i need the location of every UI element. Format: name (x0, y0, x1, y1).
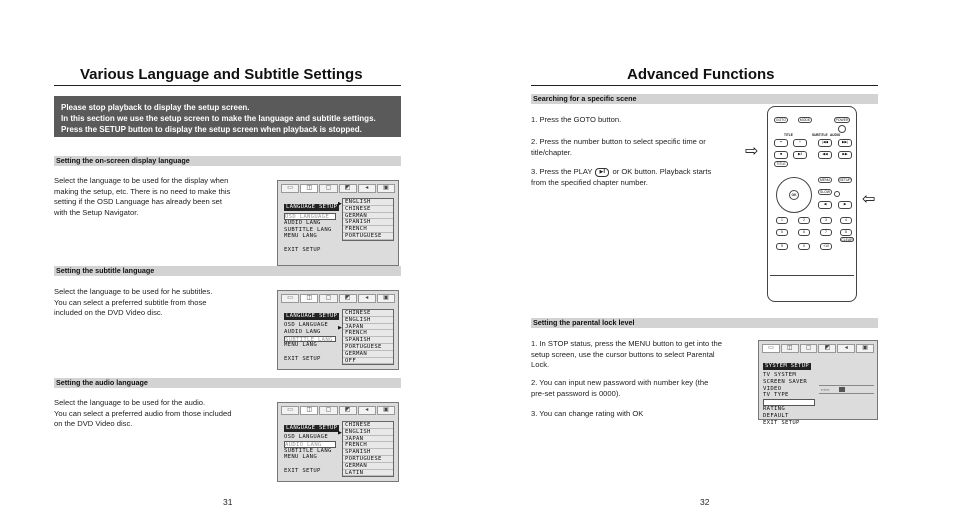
step-item (531, 339, 722, 371)
plus-button: + (793, 139, 807, 147)
menu-item: TV SYSTEM (763, 372, 797, 378)
vol-down-button: ◀ (818, 201, 832, 209)
tab-icon: ◩ (339, 184, 357, 193)
tab-icon: ◫ (300, 294, 318, 303)
next-button: ▶▶| (838, 139, 852, 147)
number-button: 6 (798, 229, 810, 236)
menu-item: MENU LANG (284, 342, 318, 349)
option-item: GERMAN (343, 463, 393, 470)
step-text: or OK button. Playback starts (612, 167, 712, 176)
menu-item-selected: OSD LANGUAGE (284, 213, 336, 220)
lock-icon (839, 387, 845, 392)
menu-heading: SYSTEM SETUP (765, 363, 810, 369)
menu-item: SUBTITLE LANG (284, 447, 332, 454)
osd-tab-bar (762, 344, 874, 353)
option-item: PORTUGUESE (343, 233, 393, 240)
body-line: making the setup, etc. There is no need to make this (54, 186, 231, 196)
osd-option-list (342, 309, 394, 365)
menu-item: EXIT SETUP (284, 467, 321, 474)
tab-icon: ▭ (281, 406, 299, 415)
body-line: You can select a preferred audio from those included (54, 408, 232, 418)
osd-tab-bar (281, 406, 395, 415)
menu-item: AUDIO LANG (284, 219, 321, 226)
stop-button: ■ (774, 151, 788, 159)
osd-tab-bar (281, 294, 395, 303)
menu-item (284, 349, 339, 356)
divider (770, 275, 854, 276)
pointer-arrow-icon: ▶ (338, 201, 342, 207)
tab-icon: ◫ (300, 406, 318, 415)
osd-subtitle-menu (277, 290, 399, 370)
rewind-button: ◀◀ (818, 151, 832, 159)
tab-icon: ▢ (319, 184, 337, 193)
menu-item: AUDIO LANG (284, 328, 321, 335)
remote-control (767, 106, 857, 302)
step-line: setup screen, use the cursor buttons to select Parental (531, 349, 715, 359)
title-button: TITLE (774, 161, 788, 167)
number-button: 5 (776, 229, 788, 236)
pointer-arrow-icon: ▶ (338, 430, 342, 436)
menu-item: OSD LANGUAGE (284, 322, 329, 328)
password-mask: ▪▪▪▪▪▪ (821, 387, 830, 392)
menu-item: SCREEN SAVER (763, 378, 808, 385)
menu-item: VIDEO (763, 385, 782, 392)
option-item: CHINESE (343, 310, 393, 317)
menu-item-selected (763, 399, 815, 406)
step-line: from the specified chapter number. (531, 177, 648, 187)
menu-heading: LANGUAGE SETUP (286, 204, 338, 210)
osd-system-menu (758, 340, 878, 426)
number-button: 4 (840, 217, 852, 224)
option-item: GERMAN (343, 351, 393, 358)
pointer-arrow-icon: ⇨ (745, 143, 759, 160)
tab-icon: ◂ (358, 406, 376, 415)
section-heading: Setting the subtitle language (54, 266, 401, 276)
tab-icon: ◂ (837, 344, 855, 353)
osd-option-list (342, 421, 394, 477)
slow-button: SLOW (820, 190, 830, 194)
option-item: PORTUGUESE (343, 344, 393, 351)
goto-button: GOTO (774, 117, 788, 123)
menu-item: EXIT SETUP (284, 246, 321, 253)
section-heading: Setting the on-screen display language (54, 156, 401, 166)
section-body (54, 287, 212, 319)
number-button: 7 (820, 229, 832, 236)
body-line: included on the DVD Video disc. (54, 308, 163, 317)
tab-icon: ◫ (781, 344, 799, 353)
option-item: SPANISH (343, 337, 393, 344)
notice-box (54, 96, 401, 137)
title-rule (531, 85, 878, 86)
tab-icon: ▣ (856, 344, 874, 353)
menu-item: EXIT SETUP (763, 419, 800, 426)
tab-icon: ◫ (300, 184, 318, 193)
body-line: on the DVD Video disc. (54, 419, 133, 428)
title-rule (54, 85, 401, 86)
option-item: CHINESE (343, 422, 393, 429)
tab-icon: ▭ (762, 344, 780, 353)
osd-language-menu (277, 180, 399, 266)
mode-button: MODE (799, 118, 811, 122)
ok-button: OK (789, 190, 799, 200)
menu-button: MENU (818, 177, 832, 183)
section-body (54, 398, 231, 430)
section-heading: Setting the audio language (54, 378, 401, 388)
menu-item: EXIT SETUP (284, 355, 321, 362)
power-button: POWER (835, 118, 849, 122)
option-item: FRENCH (343, 226, 393, 233)
power-icon (838, 125, 846, 133)
osd-option-list (342, 198, 394, 241)
option-item: OFF (343, 358, 393, 365)
minus-button: ━ (774, 139, 788, 147)
step-item (531, 137, 706, 158)
step-line: 1. In STOP status, press the MENU button to get into the (531, 339, 722, 348)
page-title: Various Language and Subtitle Settings (80, 66, 363, 83)
pointer-arrow-icon: ⇦ (862, 191, 876, 208)
body-line: Select the language to be used for the display when (54, 176, 229, 185)
tab-icon: ◂ (358, 294, 376, 303)
option-item: JAPAN (343, 324, 393, 331)
play-pause-button: ▶‖ (793, 151, 807, 159)
tab-icon: ◩ (339, 294, 357, 303)
notice-line: In this section we use the setup screen to make the language and subtitle settings. (61, 114, 376, 123)
menu-heading: LANGUAGE SETUP (286, 425, 338, 431)
step-line: 1. Press the GOTO button. (531, 115, 622, 124)
option-item: ENGLISH (343, 317, 393, 324)
tab-icon: ▣ (377, 406, 395, 415)
option-item: JAPAN (343, 436, 393, 443)
round-button (834, 191, 840, 197)
step-line: Lock. (531, 360, 550, 369)
step-item (531, 167, 711, 188)
osd-menu-list (284, 304, 339, 363)
tab-icon: ▢ (319, 406, 337, 415)
play-pause-icon: ▶‖ (595, 168, 609, 177)
osd-menu-list (763, 354, 815, 426)
step-line (531, 167, 711, 178)
direction-pad (776, 177, 812, 213)
page-number: 31 (223, 497, 233, 507)
osd-audio-menu (277, 402, 399, 482)
option-item: SPANISH (343, 219, 393, 226)
osd-menu-list (284, 195, 339, 254)
number-button: 2 (798, 217, 810, 224)
vol-up-button: ▶ (838, 201, 852, 209)
step-line: 2. Press the number button to select specific time or (531, 137, 706, 146)
step-item (531, 378, 708, 399)
body-line: with the Setup Navigator. (54, 207, 139, 217)
step-item (531, 409, 643, 420)
right-page (477, 0, 954, 521)
number-button: 8 (840, 229, 852, 236)
step-text: 3. Press the PLAY (531, 167, 593, 176)
tab-icon: ◩ (818, 344, 836, 353)
section-heading: Searching for a specific scene (531, 94, 878, 104)
step-line: pre-set password is 0000). (531, 388, 621, 398)
tab-icon: ▢ (319, 294, 337, 303)
tab-icon: ▭ (281, 184, 299, 193)
step-item (531, 115, 621, 126)
step-line: 3. You can change rating with OK (531, 409, 644, 418)
osd-menu-list (284, 416, 339, 475)
step-line: title/chapter. (531, 147, 572, 157)
menu-item-selected: AUDIO LANG (284, 441, 336, 448)
menu-item: RATING (763, 405, 786, 412)
forward-button: ▶▶ (838, 151, 852, 159)
body-line: setting if the OSD Language has already been set (54, 197, 223, 206)
number-button: 9 (776, 243, 788, 250)
option-item: LATIN (343, 470, 393, 477)
prev-button: |◀◀ (818, 139, 832, 147)
body-line: Select the language to be used for the audio. (54, 398, 206, 407)
body-line: Select the language to be used for he subtitles. (54, 287, 213, 296)
option-item: CHINESE (343, 206, 393, 213)
menu-item (284, 240, 339, 247)
option-item: SPANISH (343, 449, 393, 456)
menu-item: TV TYPE (763, 392, 789, 399)
menu-heading: LANGUAGE SETUP (286, 313, 338, 319)
notice-line: Press the SETUP button to display the setup screen when playback is stopped. (61, 125, 362, 134)
notice-line: Please stop playback to display the setup screen. (61, 103, 250, 112)
tab-icon: ▣ (377, 184, 395, 193)
option-item: PORTUGUESE (343, 456, 393, 463)
tab-icon: ▭ (281, 294, 299, 303)
tab-icon: ▣ (377, 294, 395, 303)
menu-item: OSD LANGUAGE (284, 434, 329, 440)
remote-label: AUDIO (830, 133, 841, 137)
menu-item-selected: SUBTITLE LANG (284, 336, 336, 343)
clear-button: CLEAR (841, 238, 853, 242)
number-button: 0 (798, 243, 810, 250)
menu-item: SUBTITLE LANG (284, 226, 332, 233)
step-line: 2. You can input new password with number key (the (531, 378, 709, 387)
page-number: 32 (700, 497, 710, 507)
option-item: FRENCH (343, 442, 393, 449)
number-button: 3 (820, 217, 832, 224)
section-body (54, 176, 230, 218)
body-line: You can select a preferred subtitle from those (54, 297, 207, 307)
tab-icon: ◩ (339, 406, 357, 415)
tab-icon: ▢ (800, 344, 818, 353)
menu-item: MENU LANG (284, 454, 318, 461)
menu-item: MENU LANG (284, 233, 318, 240)
section-heading: Setting the parental lock level (531, 318, 878, 328)
menu-item (284, 461, 339, 468)
tab-icon: ◂ (358, 184, 376, 193)
option-item: GERMAN (343, 213, 393, 220)
option-item: ENGLISH (343, 199, 393, 206)
remote-label: TITLE (784, 133, 793, 137)
option-item: FRENCH (343, 330, 393, 337)
number-button: +10 (820, 243, 832, 250)
option-item: ENGLISH (343, 429, 393, 436)
setup-button: SETUP (839, 178, 851, 182)
remote-label: SUBTITLE (812, 133, 828, 137)
pointer-arrow-icon: ▶ (338, 325, 342, 331)
menu-item: DEFAULT (763, 412, 789, 419)
password-field (819, 385, 874, 394)
number-button: 1 (776, 217, 788, 224)
osd-tab-bar (281, 184, 395, 193)
page-title: Advanced Functions (627, 66, 775, 83)
